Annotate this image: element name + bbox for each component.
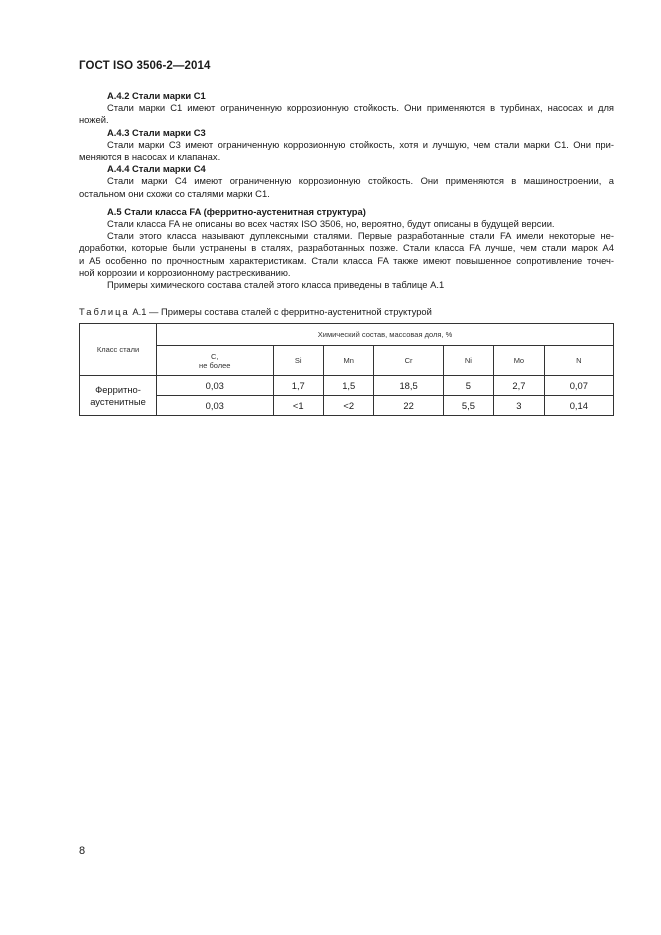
table-cell: 5,5 (443, 396, 493, 416)
paragraph-a5-2-line3: и А5 особенно по прочностным характеристикам. Стали класса FA также имеют повышенное сопротивление точеч- (79, 254, 614, 266)
composition-table (79, 323, 614, 416)
table-cell: 1,7 (273, 376, 323, 396)
table-cell: 2,7 (494, 376, 544, 396)
table-cell: 18,5 (374, 376, 443, 396)
table-cell: 0,07 (544, 376, 613, 396)
table-cell: 5 (443, 376, 493, 396)
col-header-cr: Cr (374, 346, 443, 376)
col-header-n: N (544, 346, 613, 376)
section-heading-a5: А.5 Стали класса FA (ферритно-аустенитная структура) (107, 205, 366, 217)
paragraph-a5-2-line2: доработки, которые были устранены в сталях, разработанных позже. Стали класса FA лучше, чем стали марок А4 (79, 242, 614, 254)
col-header-si: Si (273, 346, 323, 376)
paragraph-a42-line2: ножей. (79, 114, 109, 126)
table-caption (79, 306, 432, 317)
paragraph-a43-line1: Стали марки С3 имеют ограниченную коррозионную стойкость, хотя и лучшую, чем стали марки С1. Они при- (107, 138, 614, 150)
paragraph-a43-line2: меняются в насосах и клапанах. (79, 151, 221, 163)
paragraph-a42-line1: Стали марки С1 имеют ограниченную коррозионную стойкость. Они применяются в турбинах, насосах и для (107, 102, 614, 114)
table-caption-label: Таблица (79, 306, 130, 317)
col-header-ni: Ni (443, 346, 493, 376)
table-cell: 0,14 (544, 396, 613, 416)
col-header-c: C, не более (157, 346, 274, 376)
header-steel-class: Класс стали (80, 324, 157, 376)
table-cell: <2 (324, 396, 374, 416)
paragraph-a44-line2: остальном они схожи со сталями марки С1. (79, 187, 270, 199)
paragraph-a5-2-line4: ной коррозии и коррозионному растрескиванию. (79, 266, 291, 278)
table-caption-text: А.1 — Примеры состава сталей с ферритно-аустенитной структурой (129, 306, 432, 317)
table-cell: 0,03 (157, 396, 274, 416)
table-cell: <1 (273, 396, 323, 416)
header-chemical-composition: Химический состав, массовая доля, % (157, 324, 614, 346)
document-body (79, 90, 614, 291)
steel-class-cell: Ферритно- аустенитные (80, 376, 157, 416)
paragraph-a44-line1: Стали марки С4 имеют ограниченную коррозионную стойкость. Они применяются в машиностроении, а (107, 175, 614, 187)
document-header: ГОСТ ISO 3506-2—2014 (79, 60, 211, 72)
table-cell: 3 (494, 396, 544, 416)
table-cell: 1,5 (324, 376, 374, 396)
table-cell: 0,03 (157, 376, 274, 396)
paragraph-a5-1: Стали класса FA не описаны во всех частях ISO 3506, но, вероятно, будут описаны в будущей версии. (107, 218, 555, 230)
section-heading-a42: А.4.2 Стали марки С1 (107, 90, 206, 101)
section-heading-a44: А.4.4 Стали марки С4 (107, 163, 206, 175)
col-header-mn: Mn (324, 346, 374, 376)
section-heading-a43: А.4.3 Стали марки С3 (107, 126, 206, 138)
paragraph-a5-3: Примеры химического состава сталей этого класса приведены в таблице А.1 (107, 279, 445, 291)
table-cell: 22 (374, 396, 443, 416)
paragraph-a5-2-line1: Стали этого класса называют дуплексными сталями. Первые разработанные стали FA имели некоторые не- (107, 230, 614, 242)
page-number: 8 (79, 845, 86, 857)
col-header-mo: Mo (494, 346, 544, 376)
